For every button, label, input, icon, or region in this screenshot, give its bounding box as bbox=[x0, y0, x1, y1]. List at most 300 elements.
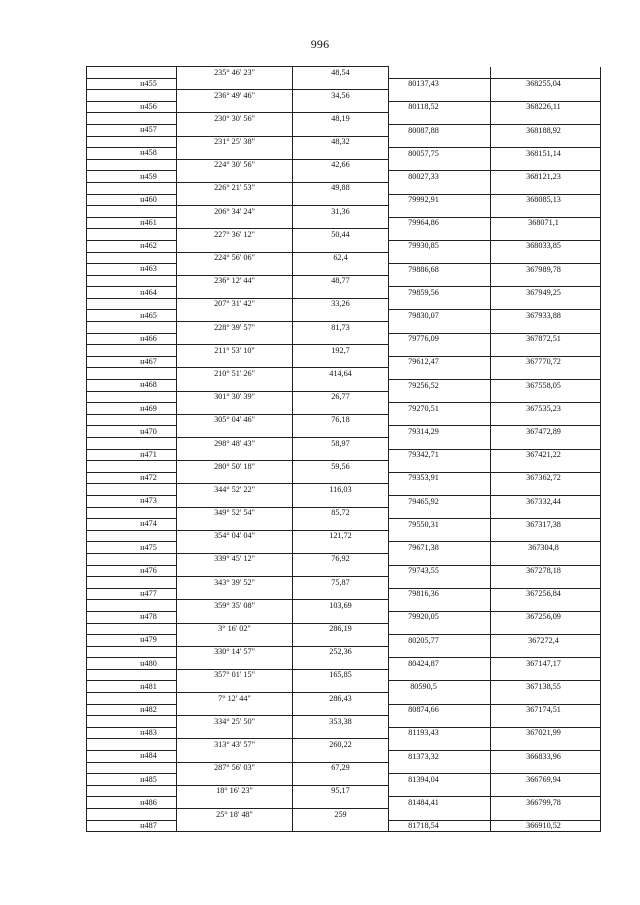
distance-cell bbox=[293, 704, 389, 716]
y-coordinate-cell bbox=[491, 136, 601, 148]
segment-row bbox=[87, 182, 601, 194]
point-row bbox=[87, 565, 601, 577]
y-coordinate-cell: 366833,96 bbox=[491, 751, 601, 763]
distance-cell bbox=[293, 194, 389, 206]
y-coordinate-cell: 367256,09 bbox=[491, 611, 601, 623]
point-row bbox=[87, 727, 601, 739]
point-id-cell: н470 bbox=[87, 426, 177, 438]
point-row bbox=[87, 751, 601, 763]
distance-cell bbox=[293, 240, 389, 252]
distance-cell: 103,69 bbox=[293, 600, 389, 612]
point-row bbox=[87, 148, 601, 160]
y-coordinate-cell bbox=[491, 182, 601, 194]
direction-angle-cell: 359° 35' 08" bbox=[177, 600, 293, 612]
point-row bbox=[87, 380, 601, 392]
segment-row bbox=[87, 113, 601, 125]
point-id-cell bbox=[87, 623, 177, 635]
x-coordinate-cell bbox=[389, 391, 491, 403]
distance-cell: 192,7 bbox=[293, 345, 389, 357]
distance-cell bbox=[293, 681, 389, 693]
point-id-cell: н465 bbox=[87, 310, 177, 322]
point-row bbox=[87, 542, 601, 554]
distance-cell bbox=[293, 78, 389, 90]
x-coordinate-cell: 80874,66 bbox=[389, 704, 491, 716]
x-coordinate-cell bbox=[389, 229, 491, 241]
segment-row bbox=[87, 600, 601, 612]
x-coordinate-cell: 79930,85 bbox=[389, 240, 491, 252]
y-coordinate-cell bbox=[491, 716, 601, 728]
direction-angle-cell bbox=[177, 194, 293, 206]
distance-cell bbox=[293, 472, 389, 484]
point-id-cell: н458 bbox=[87, 148, 177, 160]
distance-cell: 49,88 bbox=[293, 182, 389, 194]
distance-cell: 95,17 bbox=[293, 785, 389, 797]
point-row bbox=[87, 519, 601, 531]
point-row bbox=[87, 287, 601, 299]
point-id-cell bbox=[87, 391, 177, 403]
direction-angle-cell: 228° 39' 57" bbox=[177, 322, 293, 334]
point-row bbox=[87, 217, 601, 229]
x-coordinate-cell: 80087,88 bbox=[389, 124, 491, 136]
point-row bbox=[87, 611, 601, 623]
distance-cell bbox=[293, 310, 389, 322]
direction-angle-cell bbox=[177, 124, 293, 136]
distance-cell bbox=[293, 287, 389, 299]
x-coordinate-cell bbox=[389, 182, 491, 194]
point-row bbox=[87, 495, 601, 507]
direction-angle-cell: 211° 53' 10" bbox=[177, 345, 293, 357]
y-coordinate-cell: 367138,55 bbox=[491, 681, 601, 693]
segment-row bbox=[87, 577, 601, 589]
direction-angle-cell: 206° 34' 24" bbox=[177, 206, 293, 218]
segment-row bbox=[87, 298, 601, 310]
direction-angle-cell bbox=[177, 727, 293, 739]
x-coordinate-cell bbox=[389, 623, 491, 635]
distance-cell: 59,56 bbox=[293, 461, 389, 473]
y-coordinate-cell: 367949,25 bbox=[491, 287, 601, 299]
segment-row bbox=[87, 136, 601, 148]
point-id-cell: н484 bbox=[87, 751, 177, 763]
x-coordinate-cell: 79550,31 bbox=[389, 519, 491, 531]
distance-cell bbox=[293, 124, 389, 136]
point-row bbox=[87, 472, 601, 484]
point-id-cell bbox=[87, 159, 177, 171]
x-coordinate-cell bbox=[389, 136, 491, 148]
point-row bbox=[87, 264, 601, 276]
x-coordinate-cell bbox=[389, 785, 491, 797]
distance-cell bbox=[293, 403, 389, 415]
direction-angle-cell: 298° 48' 43" bbox=[177, 438, 293, 450]
direction-angle-cell: 343° 39' 52" bbox=[177, 577, 293, 589]
point-id-cell: н481 bbox=[87, 681, 177, 693]
direction-angle-cell: 231° 25' 38" bbox=[177, 136, 293, 148]
y-coordinate-cell bbox=[491, 90, 601, 102]
segment-row bbox=[87, 623, 601, 635]
point-id-cell bbox=[87, 809, 177, 821]
y-coordinate-cell bbox=[491, 345, 601, 357]
direction-angle-cell: 224° 30' 56" bbox=[177, 159, 293, 171]
distance-cell bbox=[293, 495, 389, 507]
point-row bbox=[87, 704, 601, 716]
x-coordinate-cell bbox=[389, 577, 491, 589]
direction-angle-cell bbox=[177, 403, 293, 415]
x-coordinate-cell bbox=[389, 553, 491, 565]
direction-angle-cell bbox=[177, 681, 293, 693]
distance-cell: 48,54 bbox=[293, 67, 389, 79]
x-coordinate-cell bbox=[389, 484, 491, 496]
x-coordinate-cell: 81373,32 bbox=[389, 751, 491, 763]
y-coordinate-cell: 366799,78 bbox=[491, 797, 601, 809]
x-coordinate-cell bbox=[389, 646, 491, 658]
x-coordinate-cell: 80424,87 bbox=[389, 658, 491, 670]
point-id-cell: н457 bbox=[87, 124, 177, 136]
x-coordinate-cell bbox=[389, 809, 491, 821]
direction-angle-cell: 280° 50' 18" bbox=[177, 461, 293, 473]
x-coordinate-cell bbox=[389, 345, 491, 357]
point-row bbox=[87, 774, 601, 786]
segment-row bbox=[87, 275, 601, 287]
y-coordinate-cell bbox=[491, 693, 601, 705]
x-coordinate-cell bbox=[389, 159, 491, 171]
segment-row bbox=[87, 669, 601, 681]
y-coordinate-cell: 367256,84 bbox=[491, 588, 601, 600]
direction-angle-cell bbox=[177, 542, 293, 554]
y-coordinate-cell: 368188,92 bbox=[491, 124, 601, 136]
segment-row bbox=[87, 739, 601, 751]
direction-angle-cell: 25° 18' 48" bbox=[177, 809, 293, 821]
y-coordinate-cell bbox=[491, 669, 601, 681]
point-id-cell: н483 bbox=[87, 727, 177, 739]
point-id-cell: н464 bbox=[87, 287, 177, 299]
direction-angle-cell bbox=[177, 449, 293, 461]
x-coordinate-cell: 79256,52 bbox=[389, 380, 491, 392]
distance-cell bbox=[293, 264, 389, 276]
point-row bbox=[87, 403, 601, 415]
x-coordinate-cell: 80590,5 bbox=[389, 681, 491, 693]
y-coordinate-cell bbox=[491, 206, 601, 218]
x-coordinate-cell bbox=[389, 716, 491, 728]
distance-cell: 31,36 bbox=[293, 206, 389, 218]
direction-angle-cell bbox=[177, 380, 293, 392]
direction-angle-cell: 224° 56' 06" bbox=[177, 252, 293, 264]
direction-angle-cell bbox=[177, 217, 293, 229]
direction-angle-cell bbox=[177, 287, 293, 299]
x-coordinate-cell bbox=[389, 461, 491, 473]
point-id-cell: н467 bbox=[87, 356, 177, 368]
y-coordinate-cell: 367535,23 bbox=[491, 403, 601, 415]
point-id-cell bbox=[87, 252, 177, 264]
point-row bbox=[87, 820, 601, 832]
direction-angle-cell bbox=[177, 148, 293, 160]
distance-cell bbox=[293, 635, 389, 647]
distance-cell bbox=[293, 774, 389, 786]
distance-cell: 259 bbox=[293, 809, 389, 821]
y-coordinate-cell: 367278,18 bbox=[491, 565, 601, 577]
direction-angle-cell bbox=[177, 797, 293, 809]
direction-angle-cell: 227° 36' 12" bbox=[177, 229, 293, 241]
x-coordinate-cell: 81394,04 bbox=[389, 774, 491, 786]
direction-angle-cell: 287° 56' 03" bbox=[177, 762, 293, 774]
point-row bbox=[87, 101, 601, 113]
distance-cell bbox=[293, 171, 389, 183]
distance-cell: 48,77 bbox=[293, 275, 389, 287]
point-id-cell bbox=[87, 484, 177, 496]
segment-row bbox=[87, 809, 601, 821]
x-coordinate-cell bbox=[389, 90, 491, 102]
point-id-cell: н478 bbox=[87, 611, 177, 623]
segment-row bbox=[87, 368, 601, 380]
point-id-cell bbox=[87, 136, 177, 148]
y-coordinate-cell bbox=[491, 553, 601, 565]
direction-angle-cell bbox=[177, 588, 293, 600]
point-id-cell: н455 bbox=[87, 78, 177, 90]
direction-angle-cell: 235° 46' 23" bbox=[177, 67, 293, 79]
direction-angle-cell bbox=[177, 426, 293, 438]
point-id-cell: н468 bbox=[87, 380, 177, 392]
distance-cell: 81,73 bbox=[293, 322, 389, 334]
direction-angle-cell bbox=[177, 78, 293, 90]
distance-cell: 50,44 bbox=[293, 229, 389, 241]
point-id-cell bbox=[87, 646, 177, 658]
distance-cell bbox=[293, 380, 389, 392]
y-coordinate-cell bbox=[491, 414, 601, 426]
y-coordinate-cell: 367021,99 bbox=[491, 727, 601, 739]
y-coordinate-cell bbox=[491, 623, 601, 635]
direction-angle-cell bbox=[177, 751, 293, 763]
point-id-cell bbox=[87, 206, 177, 218]
y-coordinate-cell: 368033,85 bbox=[491, 240, 601, 252]
y-coordinate-cell bbox=[491, 809, 601, 821]
segment-row bbox=[87, 159, 601, 171]
point-id-cell: н466 bbox=[87, 333, 177, 345]
y-coordinate-cell: 368121,23 bbox=[491, 171, 601, 183]
direction-angle-cell: 313° 43' 57" bbox=[177, 739, 293, 751]
y-coordinate-cell: 367933,88 bbox=[491, 310, 601, 322]
x-coordinate-cell: 79465,92 bbox=[389, 495, 491, 507]
point-id-cell: н460 bbox=[87, 194, 177, 206]
y-coordinate-cell bbox=[491, 438, 601, 450]
y-coordinate-cell: 367174,51 bbox=[491, 704, 601, 716]
y-coordinate-cell: 366769,94 bbox=[491, 774, 601, 786]
y-coordinate-cell: 367421,22 bbox=[491, 449, 601, 461]
direction-angle-cell bbox=[177, 658, 293, 670]
direction-angle-cell: 339° 45' 12" bbox=[177, 553, 293, 565]
direction-angle-cell bbox=[177, 333, 293, 345]
point-row bbox=[87, 426, 601, 438]
direction-angle-cell: 18° 16' 23" bbox=[177, 785, 293, 797]
segment-row bbox=[87, 646, 601, 658]
segment-row bbox=[87, 90, 601, 102]
x-coordinate-cell: 79776,09 bbox=[389, 333, 491, 345]
y-coordinate-cell bbox=[491, 762, 601, 774]
x-coordinate-cell bbox=[389, 206, 491, 218]
point-id-cell: н476 bbox=[87, 565, 177, 577]
x-coordinate-cell bbox=[389, 739, 491, 751]
segment-row bbox=[87, 414, 601, 426]
point-row bbox=[87, 240, 601, 252]
point-id-cell bbox=[87, 577, 177, 589]
x-coordinate-cell: 79314,29 bbox=[389, 426, 491, 438]
point-id-cell: н462 bbox=[87, 240, 177, 252]
point-id-cell: н479 bbox=[87, 635, 177, 647]
x-coordinate-cell bbox=[389, 762, 491, 774]
segment-row bbox=[87, 507, 601, 519]
direction-angle-cell: 230° 30' 56" bbox=[177, 113, 293, 125]
point-row bbox=[87, 658, 601, 670]
direction-angle-cell: 349° 52' 54" bbox=[177, 507, 293, 519]
point-id-cell bbox=[87, 275, 177, 287]
point-id-cell bbox=[87, 322, 177, 334]
point-id-cell bbox=[87, 693, 177, 705]
distance-cell: 76,18 bbox=[293, 414, 389, 426]
x-coordinate-cell: 80118,52 bbox=[389, 101, 491, 113]
distance-cell bbox=[293, 820, 389, 832]
y-coordinate-cell bbox=[491, 507, 601, 519]
direction-angle-cell bbox=[177, 519, 293, 531]
x-coordinate-cell: 79830,07 bbox=[389, 310, 491, 322]
distance-cell: 75,87 bbox=[293, 577, 389, 589]
distance-cell bbox=[293, 565, 389, 577]
point-id-cell bbox=[87, 461, 177, 473]
point-id-cell bbox=[87, 438, 177, 450]
distance-cell: 76,92 bbox=[293, 553, 389, 565]
point-id-cell: н456 bbox=[87, 101, 177, 113]
direction-angle-cell: 334° 25' 50" bbox=[177, 716, 293, 728]
segment-row bbox=[87, 391, 601, 403]
y-coordinate-cell bbox=[491, 275, 601, 287]
point-row bbox=[87, 588, 601, 600]
point-id-cell bbox=[87, 90, 177, 102]
x-coordinate-cell: 80205,77 bbox=[389, 635, 491, 647]
distance-cell: 165,85 bbox=[293, 669, 389, 681]
point-id-cell bbox=[87, 669, 177, 681]
point-id-cell: н459 bbox=[87, 171, 177, 183]
distance-cell: 34,56 bbox=[293, 90, 389, 102]
direction-angle-cell bbox=[177, 565, 293, 577]
direction-angle-cell bbox=[177, 240, 293, 252]
distance-cell bbox=[293, 542, 389, 554]
x-coordinate-cell bbox=[389, 438, 491, 450]
point-id-cell: н461 bbox=[87, 217, 177, 229]
point-row bbox=[87, 124, 601, 136]
x-coordinate-cell: 79964,86 bbox=[389, 217, 491, 229]
distance-cell: 62,4 bbox=[293, 252, 389, 264]
direction-angle-cell: 301° 30' 39" bbox=[177, 391, 293, 403]
point-id-cell bbox=[87, 739, 177, 751]
direction-angle-cell bbox=[177, 264, 293, 276]
y-coordinate-cell: 368151,14 bbox=[491, 148, 601, 160]
point-id-cell: н477 bbox=[87, 588, 177, 600]
y-coordinate-cell: 367872,51 bbox=[491, 333, 601, 345]
point-row bbox=[87, 194, 601, 206]
distance-cell bbox=[293, 658, 389, 670]
segment-row bbox=[87, 67, 601, 79]
point-id-cell: н475 bbox=[87, 542, 177, 554]
distance-cell bbox=[293, 611, 389, 623]
y-coordinate-cell bbox=[491, 530, 601, 542]
segment-row bbox=[87, 252, 601, 264]
distance-cell: 48,19 bbox=[293, 113, 389, 125]
direction-angle-cell: 210° 51' 26" bbox=[177, 368, 293, 380]
direction-angle-cell bbox=[177, 635, 293, 647]
x-coordinate-cell bbox=[389, 414, 491, 426]
direction-angle-cell: 357° 01' 15" bbox=[177, 669, 293, 681]
point-row bbox=[87, 449, 601, 461]
point-id-cell: н471 bbox=[87, 449, 177, 461]
distance-cell: 286,19 bbox=[293, 623, 389, 635]
y-coordinate-cell bbox=[491, 368, 601, 380]
direction-angle-cell bbox=[177, 171, 293, 183]
direction-angle-cell bbox=[177, 472, 293, 484]
point-row bbox=[87, 78, 601, 90]
distance-cell: 121,72 bbox=[293, 530, 389, 542]
x-coordinate-cell bbox=[389, 693, 491, 705]
x-coordinate-cell bbox=[389, 507, 491, 519]
segment-row bbox=[87, 438, 601, 450]
x-coordinate-cell: 79920,05 bbox=[389, 611, 491, 623]
x-coordinate-cell: 79859,56 bbox=[389, 287, 491, 299]
y-coordinate-cell: 367304,8 bbox=[491, 542, 601, 554]
distance-cell: 116,03 bbox=[293, 484, 389, 496]
x-coordinate-cell bbox=[389, 275, 491, 287]
x-coordinate-cell bbox=[389, 530, 491, 542]
distance-cell: 58,97 bbox=[293, 438, 389, 450]
distance-cell: 286,43 bbox=[293, 693, 389, 705]
point-id-cell bbox=[87, 507, 177, 519]
distance-cell: 85,72 bbox=[293, 507, 389, 519]
x-coordinate-cell: 81484,41 bbox=[389, 797, 491, 809]
segment-row bbox=[87, 530, 601, 542]
y-coordinate-cell: 367147,17 bbox=[491, 658, 601, 670]
direction-angle-cell bbox=[177, 310, 293, 322]
point-row bbox=[87, 681, 601, 693]
direction-angle-cell: 236° 49' 46" bbox=[177, 90, 293, 102]
point-id-cell bbox=[87, 229, 177, 241]
distance-cell: 414,64 bbox=[293, 368, 389, 380]
segment-row bbox=[87, 716, 601, 728]
x-coordinate-cell: 80057,75 bbox=[389, 148, 491, 160]
x-coordinate-cell bbox=[389, 113, 491, 125]
point-id-cell bbox=[87, 785, 177, 797]
point-id-cell bbox=[87, 368, 177, 380]
x-coordinate-cell: 80137,43 bbox=[389, 78, 491, 90]
point-row bbox=[87, 310, 601, 322]
distance-cell bbox=[293, 588, 389, 600]
x-coordinate-cell: 81718,54 bbox=[389, 820, 491, 832]
distance-cell: 48,32 bbox=[293, 136, 389, 148]
segment-row bbox=[87, 785, 601, 797]
y-coordinate-cell: 368226,11 bbox=[491, 101, 601, 113]
distance-cell bbox=[293, 217, 389, 229]
y-coordinate-cell bbox=[491, 785, 601, 797]
y-coordinate-cell bbox=[491, 484, 601, 496]
point-id-cell bbox=[87, 530, 177, 542]
y-coordinate-cell bbox=[491, 298, 601, 310]
x-coordinate-cell: 79270,51 bbox=[389, 403, 491, 415]
point-id-cell: н474 bbox=[87, 519, 177, 531]
y-coordinate-cell: 367272,4 bbox=[491, 635, 601, 647]
x-coordinate-cell bbox=[389, 600, 491, 612]
direction-angle-cell: 344° 52' 22" bbox=[177, 484, 293, 496]
x-coordinate-cell bbox=[389, 67, 491, 79]
point-row bbox=[87, 356, 601, 368]
y-coordinate-cell bbox=[491, 461, 601, 473]
direction-angle-cell bbox=[177, 611, 293, 623]
page-number: 996 bbox=[310, 37, 330, 51]
distance-cell bbox=[293, 519, 389, 531]
y-coordinate-cell: 368071,1 bbox=[491, 217, 601, 229]
point-id-cell: н487 bbox=[87, 820, 177, 832]
